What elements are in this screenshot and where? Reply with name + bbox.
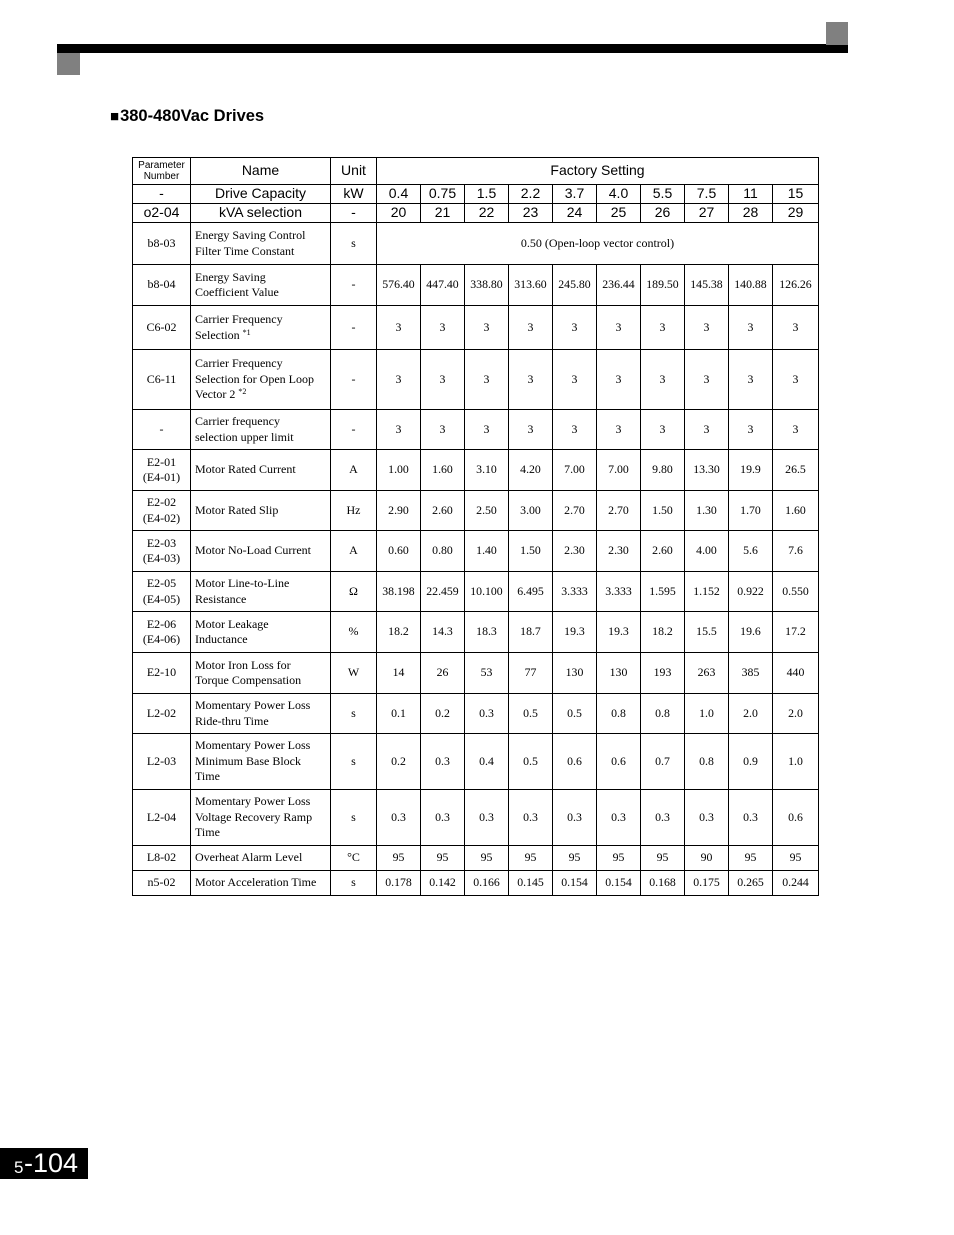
cell-value: 1.50	[509, 531, 553, 572]
table-row-n5-02	[133, 871, 819, 896]
cell-value: 0.6	[597, 734, 641, 790]
page-number-badge	[0, 1148, 88, 1179]
cell-param: E2-01 (E4-01)	[133, 450, 191, 491]
table-row-c6-02	[133, 306, 819, 350]
cell-value: 3	[553, 350, 597, 410]
cell-param: E2-05 (E4-05)	[133, 572, 191, 612]
name-line: Filter Time Constant	[195, 243, 295, 258]
cell-value: 17.2	[773, 612, 819, 653]
cell-value: 1.00	[377, 450, 421, 491]
cell-value: 0.3	[465, 790, 509, 846]
header-factory-setting: Factory Setting	[377, 158, 819, 185]
cell-value: 0.3	[685, 790, 729, 846]
cell-value: 1.30	[685, 491, 729, 531]
cell-value: 26	[641, 204, 685, 223]
cell-value: 0.7	[641, 734, 685, 790]
cell-value: 0.3	[421, 734, 465, 790]
cell-value: 21	[421, 204, 465, 223]
cell-param: o2-04	[133, 204, 191, 223]
corner-square-top-right	[826, 22, 848, 45]
cell-param: E2-10	[133, 653, 191, 694]
drive-capacity-row	[133, 185, 819, 204]
cell-value: 4.00	[685, 531, 729, 572]
cell-value: 3	[773, 410, 819, 450]
cell-value: 145.38	[685, 265, 729, 306]
cell-name: Carrier Frequency Selection $^{*1}$	[191, 306, 331, 350]
cell-value: 7.00	[597, 450, 641, 491]
cell-unit: s	[331, 790, 377, 846]
header-param-label-line-1: Parameter	[138, 159, 185, 171]
cell-name: Motor Rated Current	[191, 450, 331, 491]
cell-value: 1.60	[773, 491, 819, 531]
footnote-marker: *1	[242, 327, 251, 337]
cell-value: 0.4	[377, 185, 421, 204]
cell-value: 18.7	[509, 612, 553, 653]
header-row	[133, 158, 819, 185]
cell-value: 53	[465, 653, 509, 694]
cell-value: 0.8	[641, 694, 685, 734]
cell-unit: %	[331, 612, 377, 653]
cell-value: 0.3	[553, 790, 597, 846]
cell-value: 38.198	[377, 572, 421, 612]
cell-value: 130	[553, 653, 597, 694]
cell-value: 3.333	[597, 572, 641, 612]
cell-value: 0.168	[641, 871, 685, 896]
cell-value: 3.7	[553, 185, 597, 204]
cell-value: 0.6	[773, 790, 819, 846]
cell-value: 24	[553, 204, 597, 223]
table-body	[133, 158, 819, 896]
header-unit: Unit	[331, 158, 377, 185]
page-section: 5	[14, 1158, 24, 1177]
square-bullet-icon: ■	[110, 108, 120, 125]
cell-value: 3	[377, 306, 421, 350]
cell-value: 3	[685, 350, 729, 410]
cell-value: 95	[421, 846, 465, 871]
cell-value: 0.9	[729, 734, 773, 790]
cell-value: 3	[729, 306, 773, 350]
cell-value: 0.166	[465, 871, 509, 896]
cell-value: 13.30	[685, 450, 729, 491]
cell-value: 28	[729, 204, 773, 223]
cell-name	[191, 223, 331, 265]
cell-name: Energy Saving Coefficient Value	[191, 265, 331, 306]
cell-value: 0.5	[509, 694, 553, 734]
cell-value: 2.30	[553, 531, 597, 572]
cell-value: 14	[377, 653, 421, 694]
cell-param: C6-02	[133, 306, 191, 350]
cell-value: 313.60	[509, 265, 553, 306]
cell-unit: -	[331, 350, 377, 410]
cell-value: 245.80	[553, 265, 597, 306]
cell-value: 10.100	[465, 572, 509, 612]
cell-value: 3	[597, 410, 641, 450]
cell-value: 3	[729, 410, 773, 450]
cell-value: 3.10	[465, 450, 509, 491]
table-row-e2-06	[133, 612, 819, 653]
cell-value: 7.6	[773, 531, 819, 572]
table-row-l2-04	[133, 790, 819, 846]
table-row-e2-02	[133, 491, 819, 531]
cell-value: 15	[773, 185, 819, 204]
cell-unit: -	[331, 265, 377, 306]
cell-value: 0.244	[773, 871, 819, 896]
section-heading	[110, 107, 264, 126]
cell-value: 0.4	[465, 734, 509, 790]
cell-value: 0.8	[685, 734, 729, 790]
kva-selection-row	[133, 204, 819, 223]
cell-value: 447.40	[421, 265, 465, 306]
cell-value: 0.145	[509, 871, 553, 896]
cell-value: 1.40	[465, 531, 509, 572]
cell-value: 2.70	[597, 491, 641, 531]
cell-unit: A	[331, 531, 377, 572]
cell-value: 3	[465, 410, 509, 450]
cell-name: Momentary Power Loss Minimum Base Block Time	[191, 734, 331, 790]
cell-value: 3	[553, 306, 597, 350]
table-row-e2-05	[133, 572, 819, 612]
header-name: Name	[191, 158, 331, 185]
cell-value: 22.459	[421, 572, 465, 612]
cell-value: 95	[509, 846, 553, 871]
header-rule	[57, 44, 848, 53]
cell-value: 2.90	[377, 491, 421, 531]
cell-name: kVA selection	[191, 204, 331, 223]
parameter-table	[132, 157, 819, 896]
cell-unit: s	[331, 694, 377, 734]
cell-value: 3	[509, 350, 553, 410]
cell-value: 0.3	[597, 790, 641, 846]
table-row-l2-02	[133, 694, 819, 734]
cell-value: 19.3	[553, 612, 597, 653]
cell-param: -	[133, 185, 191, 204]
cell-name: Motor Leakage Inductance	[191, 612, 331, 653]
cell-value: 2.60	[421, 491, 465, 531]
cell-unit: W	[331, 653, 377, 694]
cell-unit: -	[331, 410, 377, 450]
cell-value: 2.2	[509, 185, 553, 204]
cell-value: 0.265	[729, 871, 773, 896]
cell-value: 0.550	[773, 572, 819, 612]
cell-value: 1.0	[685, 694, 729, 734]
cell-name: Motor Acceleration Time	[191, 871, 331, 896]
cell-value: 0.2	[421, 694, 465, 734]
cell-value: 3	[421, 350, 465, 410]
cell-value: 20	[377, 204, 421, 223]
cell-value: 1.595	[641, 572, 685, 612]
cell-value: 19.6	[729, 612, 773, 653]
cell-value: 236.44	[597, 265, 641, 306]
cell-value: 95	[465, 846, 509, 871]
section-title: 380-480Vac Drives	[120, 107, 265, 125]
cell-value: 6.495	[509, 572, 553, 612]
table-row-e2-10	[133, 653, 819, 694]
cell-value: 0.3	[509, 790, 553, 846]
cell-value: 3	[377, 350, 421, 410]
cell-value: 3	[773, 306, 819, 350]
cell-name: Motor No-Load Current	[191, 531, 331, 572]
cell-value: 0.3	[421, 790, 465, 846]
cell-param: C6-11	[133, 350, 191, 410]
cell-value: 18.2	[641, 612, 685, 653]
cell-value: 1.70	[729, 491, 773, 531]
cell-value: 3	[465, 306, 509, 350]
cell-value: 0.80	[421, 531, 465, 572]
cell-unit: -	[331, 204, 377, 223]
cell-value: 140.88	[729, 265, 773, 306]
cell-value: 7.5	[685, 185, 729, 204]
cell-value: 0.3	[377, 790, 421, 846]
cell-name: Overheat Alarm Level	[191, 846, 331, 871]
cell-param: L2-02	[133, 694, 191, 734]
cell-value: 3.00	[509, 491, 553, 531]
cell-name: Carrier Frequency Selection for Open Loop Vector 2 $^{*2}$	[191, 350, 331, 410]
cell-value: 3	[773, 350, 819, 410]
table-row-e2-03	[133, 531, 819, 572]
cell-value: 3	[597, 306, 641, 350]
cell-param: L2-03	[133, 734, 191, 790]
cell-name: Motor Rated Slip	[191, 491, 331, 531]
header-param-label-line-2: Number	[143, 171, 180, 182]
cell-value: 126.26	[773, 265, 819, 306]
cell-value: 26.5	[773, 450, 819, 491]
cell-value: 0.8	[597, 694, 641, 734]
cell-value: 2.50	[465, 491, 509, 531]
cell-unit: -	[331, 306, 377, 350]
cell-value: 14.3	[421, 612, 465, 653]
cell-value: 95	[553, 846, 597, 871]
cell-value: 2.70	[553, 491, 597, 531]
cell-param: L8-02	[133, 846, 191, 871]
cell-value: 0.1	[377, 694, 421, 734]
cell-value: 3	[641, 410, 685, 450]
cell-value: 2.60	[641, 531, 685, 572]
cell-unit: A	[331, 450, 377, 491]
cell-factory-value: 0.50 (Open-loop vector control)	[377, 223, 819, 265]
cell-name: Carrier frequency selection upper limit	[191, 410, 331, 450]
cell-value: 4.0	[597, 185, 641, 204]
cell-value: 11	[729, 185, 773, 204]
cell-value: 385	[729, 653, 773, 694]
name-line: Energy Saving Control	[195, 228, 306, 242]
cell-name: Motor Iron Loss for Torque Compensation	[191, 653, 331, 694]
cell-value: 25	[597, 204, 641, 223]
cell-value: 130	[597, 653, 641, 694]
cell-value: 77	[509, 653, 553, 694]
cell-unit: s	[331, 871, 377, 896]
cell-value: 3.333	[553, 572, 597, 612]
cell-value: 0.6	[553, 734, 597, 790]
cell-value: 1.5	[465, 185, 509, 204]
table-row-b8-03	[133, 223, 819, 265]
cell-param: E2-06 (E4-06)	[133, 612, 191, 653]
cell-value: 3	[509, 306, 553, 350]
footnote-marker: *2	[238, 387, 247, 397]
page-number: -104	[24, 1148, 79, 1178]
cell-param: E2-02 (E4-02)	[133, 491, 191, 531]
cell-value: 263	[685, 653, 729, 694]
cell-value: 4.20	[509, 450, 553, 491]
cell-value: 95	[729, 846, 773, 871]
cell-value: 1.0	[773, 734, 819, 790]
cell-value: 19.3	[597, 612, 641, 653]
cell-value: 3	[685, 410, 729, 450]
cell-value: 0.178	[377, 871, 421, 896]
table-row-c6-11	[133, 350, 819, 410]
cell-name: Momentary Power Loss Ride-thru Time	[191, 694, 331, 734]
cell-value: 0.5	[553, 694, 597, 734]
cell-value: 0.922	[729, 572, 773, 612]
cell-value: 3	[465, 350, 509, 410]
cell-value: 0.142	[421, 871, 465, 896]
cell-value: 440	[773, 653, 819, 694]
cell-value: 95	[597, 846, 641, 871]
table-row-l2-03	[133, 734, 819, 790]
cell-value: 3	[729, 350, 773, 410]
cell-name: Motor Line-to-Line Resistance	[191, 572, 331, 612]
cell-value: 3	[685, 306, 729, 350]
cell-value: 1.60	[421, 450, 465, 491]
cell-param: -	[133, 410, 191, 450]
cell-value: 0.75	[421, 185, 465, 204]
cell-value: 5.6	[729, 531, 773, 572]
cell-name: Momentary Power Loss Voltage Recovery Ramp Time	[191, 790, 331, 846]
cell-value: 3	[509, 410, 553, 450]
cell-value: 5.5	[641, 185, 685, 204]
cell-param: E2-03 (E4-03)	[133, 531, 191, 572]
cell-param: n5-02	[133, 871, 191, 896]
table-row-carrier-upper-limit	[133, 410, 819, 450]
cell-value: 0.154	[597, 871, 641, 896]
cell-value: 0.3	[729, 790, 773, 846]
cell-value: 0.60	[377, 531, 421, 572]
cell-value: 2.0	[729, 694, 773, 734]
corner-square-top-left	[57, 53, 80, 75]
cell-value: 0.3	[641, 790, 685, 846]
table-row-e2-01	[133, 450, 819, 491]
cell-value: 0.5	[509, 734, 553, 790]
cell-value: 0.2	[377, 734, 421, 790]
cell-value: 18.2	[377, 612, 421, 653]
cell-value: 27	[685, 204, 729, 223]
cell-value: 90	[685, 846, 729, 871]
cell-value: 3	[641, 350, 685, 410]
cell-param: b8-04	[133, 265, 191, 306]
cell-name: Drive Capacity	[191, 185, 331, 204]
cell-value: 3	[553, 410, 597, 450]
cell-unit: s	[331, 223, 377, 265]
cell-value: 1.152	[685, 572, 729, 612]
cell-unit: °C	[331, 846, 377, 871]
cell-value: 576.40	[377, 265, 421, 306]
cell-value: 23	[509, 204, 553, 223]
cell-value: 2.30	[597, 531, 641, 572]
cell-value: 338.80	[465, 265, 509, 306]
cell-value: 3	[597, 350, 641, 410]
cell-value: 3	[641, 306, 685, 350]
cell-value: 95	[641, 846, 685, 871]
cell-unit: kW	[331, 185, 377, 204]
cell-value: 0.175	[685, 871, 729, 896]
cell-value: 0.154	[553, 871, 597, 896]
cell-unit: Hz	[331, 491, 377, 531]
cell-unit: Ω	[331, 572, 377, 612]
cell-value: 7.00	[553, 450, 597, 491]
cell-value: 15.5	[685, 612, 729, 653]
cell-param: b8-03	[133, 223, 191, 265]
cell-value: 95	[377, 846, 421, 871]
cell-value: 19.9	[729, 450, 773, 491]
cell-value: 18.3	[465, 612, 509, 653]
cell-value: 9.80	[641, 450, 685, 491]
cell-value: 26	[421, 653, 465, 694]
cell-param: L2-04	[133, 790, 191, 846]
cell-value: 22	[465, 204, 509, 223]
cell-value: 95	[773, 846, 819, 871]
cell-value: 3	[421, 306, 465, 350]
table-row-b8-04	[133, 265, 819, 306]
cell-value: 0.3	[465, 694, 509, 734]
cell-value: 193	[641, 653, 685, 694]
cell-value: 29	[773, 204, 819, 223]
cell-value: 3	[421, 410, 465, 450]
cell-value: 2.0	[773, 694, 819, 734]
cell-value: 1.50	[641, 491, 685, 531]
cell-unit: s	[331, 734, 377, 790]
table-row-l8-02	[133, 846, 819, 871]
cell-value: 189.50	[641, 265, 685, 306]
cell-value: 3	[377, 410, 421, 450]
header-parameter-number	[133, 158, 191, 185]
